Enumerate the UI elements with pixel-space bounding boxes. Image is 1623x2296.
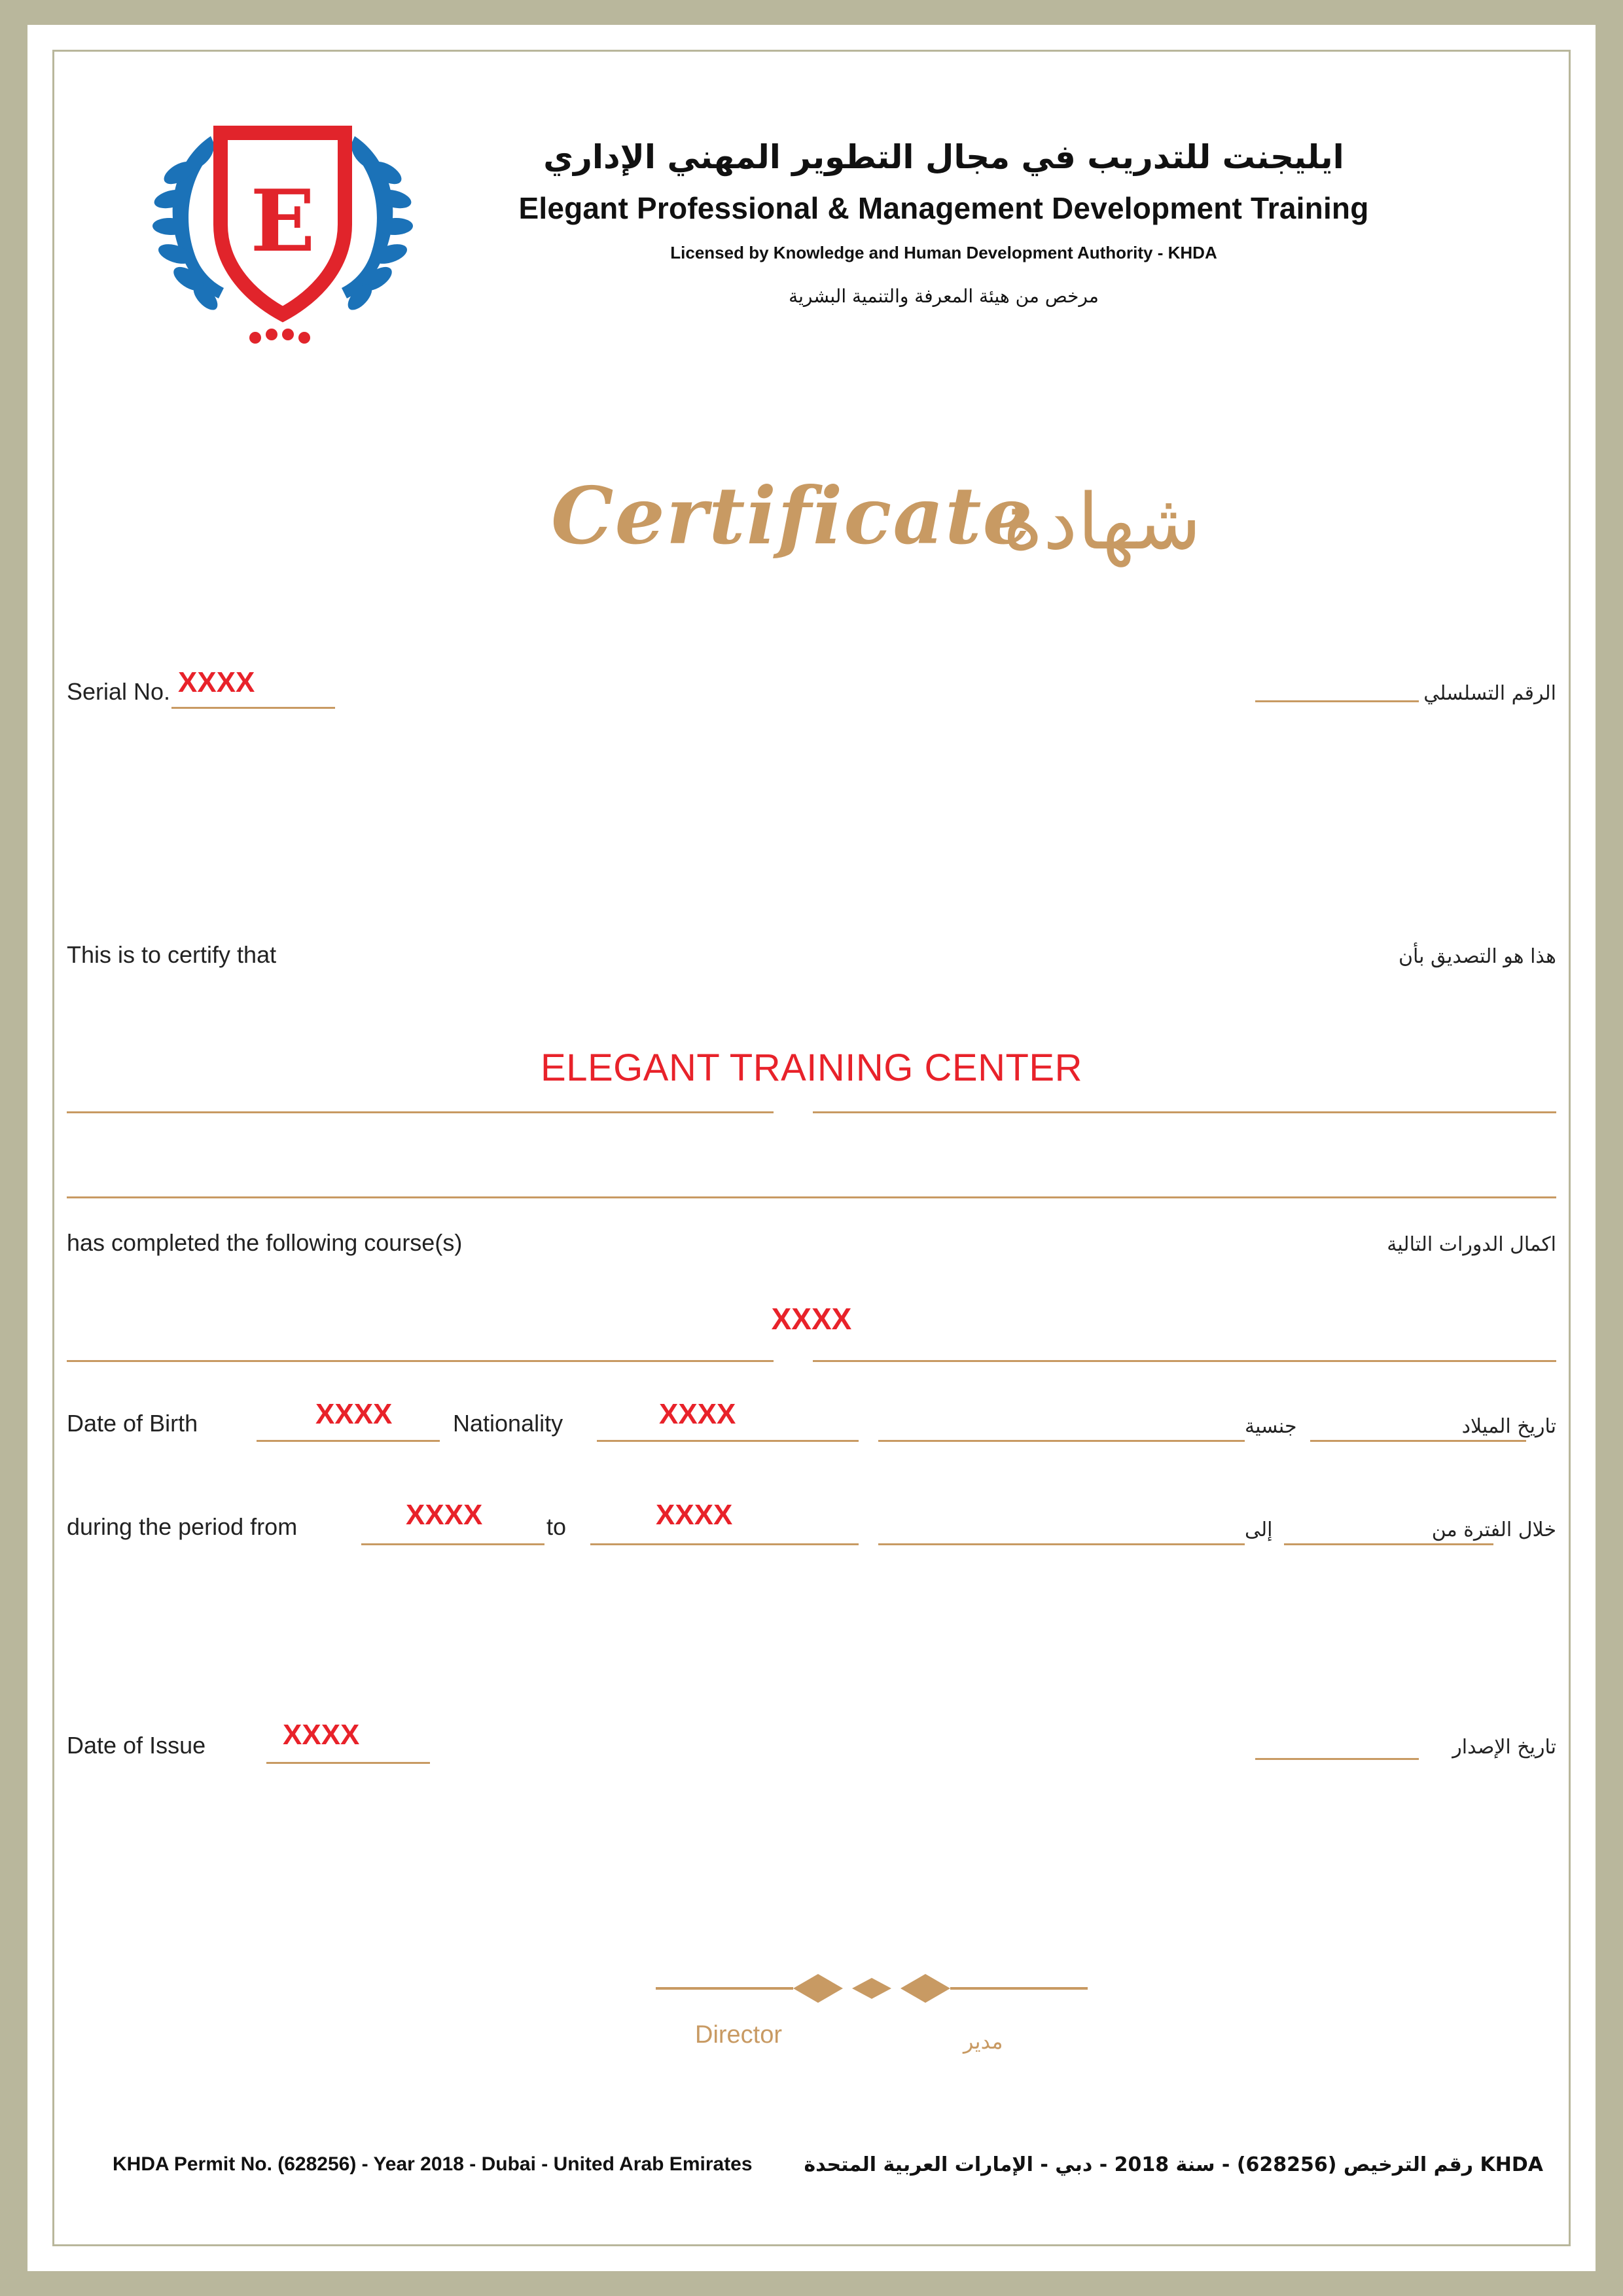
dob-label-english: Date of Birth bbox=[67, 1410, 198, 1437]
period-to-rule bbox=[590, 1543, 859, 1545]
nationality-label-arabic: جنسية bbox=[1245, 1415, 1297, 1438]
period-label-english: during the period from bbox=[67, 1513, 298, 1540]
certificate-header bbox=[67, 64, 1556, 431]
svg-text:E: E bbox=[250, 171, 315, 271]
period-row bbox=[67, 1484, 1556, 1589]
dob-rule bbox=[257, 1440, 440, 1442]
course-label-english: has completed the following course(s) bbox=[67, 1229, 463, 1256]
certificate-canvas bbox=[27, 25, 1596, 2271]
certificate-content bbox=[67, 64, 1556, 2232]
dob-label-arabic: تاريخ الميلاد bbox=[1461, 1415, 1556, 1438]
signature-label-english: Director bbox=[695, 2021, 783, 2049]
dob-value[interactable]: XXXX bbox=[315, 1398, 393, 1430]
serial-label-arabic: الرقم التسلسلي bbox=[1423, 682, 1556, 705]
course-label-row bbox=[67, 1203, 1556, 1288]
certificate-title-arabic: شهادة bbox=[1003, 476, 1202, 567]
course-label-arabic: اكمال الدورات التالية bbox=[1387, 1233, 1556, 1256]
period-to-rule-arabic bbox=[878, 1543, 1245, 1545]
course-value-block bbox=[67, 1288, 1556, 1386]
issue-label-arabic: تاريخ الإصدار bbox=[1452, 1736, 1556, 1759]
course-rule-right bbox=[813, 1360, 1556, 1362]
period-from-value[interactable]: XXXX bbox=[406, 1499, 483, 1531]
serial-number-row bbox=[67, 660, 1556, 738]
certify-label-arabic: هذا هو التصديق بأن bbox=[1398, 945, 1556, 968]
nationality-value[interactable]: XXXX bbox=[659, 1398, 736, 1430]
shield-laurel-logo bbox=[132, 110, 433, 359]
issue-value[interactable]: XXXX bbox=[283, 1719, 360, 1751]
recipient-name-value[interactable]: ELEGANT TRAINING CENTER bbox=[541, 1047, 1082, 1089]
organisation-titles bbox=[433, 136, 1454, 307]
signature-area bbox=[67, 1929, 1556, 2113]
period-label-arabic: خلال الفترة من bbox=[1431, 1518, 1556, 1541]
name-rule-line2 bbox=[67, 1196, 1556, 1198]
nationality-rule bbox=[597, 1440, 859, 1442]
period-to-label-arabic: إلى bbox=[1245, 1518, 1273, 1541]
serial-label-english: Serial No. bbox=[67, 678, 171, 705]
date-of-issue-row bbox=[67, 1707, 1556, 1818]
org-name-arabic: ايليجنت للتدريب في مجال التطوير المهني الإداري bbox=[543, 138, 1344, 176]
serial-rule-right bbox=[1255, 700, 1419, 702]
certificate-title-english: Certificate bbox=[551, 470, 1034, 562]
period-to-value[interactable]: XXXX bbox=[656, 1499, 733, 1531]
certificate-footer bbox=[113, 2153, 1543, 2193]
recipient-name-block bbox=[67, 1020, 1556, 1190]
certify-label-english: This is to certify that bbox=[67, 941, 277, 968]
issue-rule-arabic bbox=[1255, 1758, 1419, 1760]
nationality-label-english: Nationality bbox=[453, 1410, 563, 1437]
period-from-rule bbox=[361, 1543, 544, 1545]
license-line-english: Licensed by Knowledge and Human Development Authority - KHDA bbox=[670, 243, 1217, 262]
signature-ornament-divider bbox=[656, 1969, 1088, 2008]
footer-text-english: KHDA Permit No. (628256) - Year 2018 - Dubai - United Arab Emirates bbox=[113, 2153, 753, 2175]
org-name-english: Elegant Professional & Management Development Training bbox=[518, 191, 1369, 225]
issue-rule bbox=[266, 1762, 430, 1764]
serial-rule-left bbox=[171, 707, 335, 709]
period-to-label-english: to bbox=[546, 1513, 567, 1540]
course-rule-left bbox=[67, 1360, 774, 1362]
nationality-rule-arabic bbox=[878, 1440, 1245, 1442]
name-rule-line1-left bbox=[67, 1111, 774, 1113]
certify-label-row bbox=[67, 935, 1556, 1013]
period-from-rule-arabic bbox=[1284, 1543, 1493, 1545]
footer-text-arabic: KHDA رقم الترخيص (628256) - سنة 2018 - دبي - الإمارات العربية المتحدة bbox=[804, 2153, 1543, 2176]
license-line-arabic: مرخص من هيئة المعرفة والتنمية البشرية bbox=[789, 285, 1099, 307]
signature-label-arabic: مدير bbox=[963, 2029, 1003, 2054]
name-rule-line1-right bbox=[813, 1111, 1556, 1113]
dob-rule-arabic bbox=[1310, 1440, 1526, 1442]
dob-nationality-row bbox=[67, 1386, 1556, 1484]
serial-value[interactable]: XXXX bbox=[178, 666, 255, 698]
certificate-title-row bbox=[67, 470, 1556, 620]
course-value[interactable]: XXXX bbox=[771, 1302, 852, 1336]
issue-label-english: Date of Issue bbox=[67, 1732, 206, 1759]
